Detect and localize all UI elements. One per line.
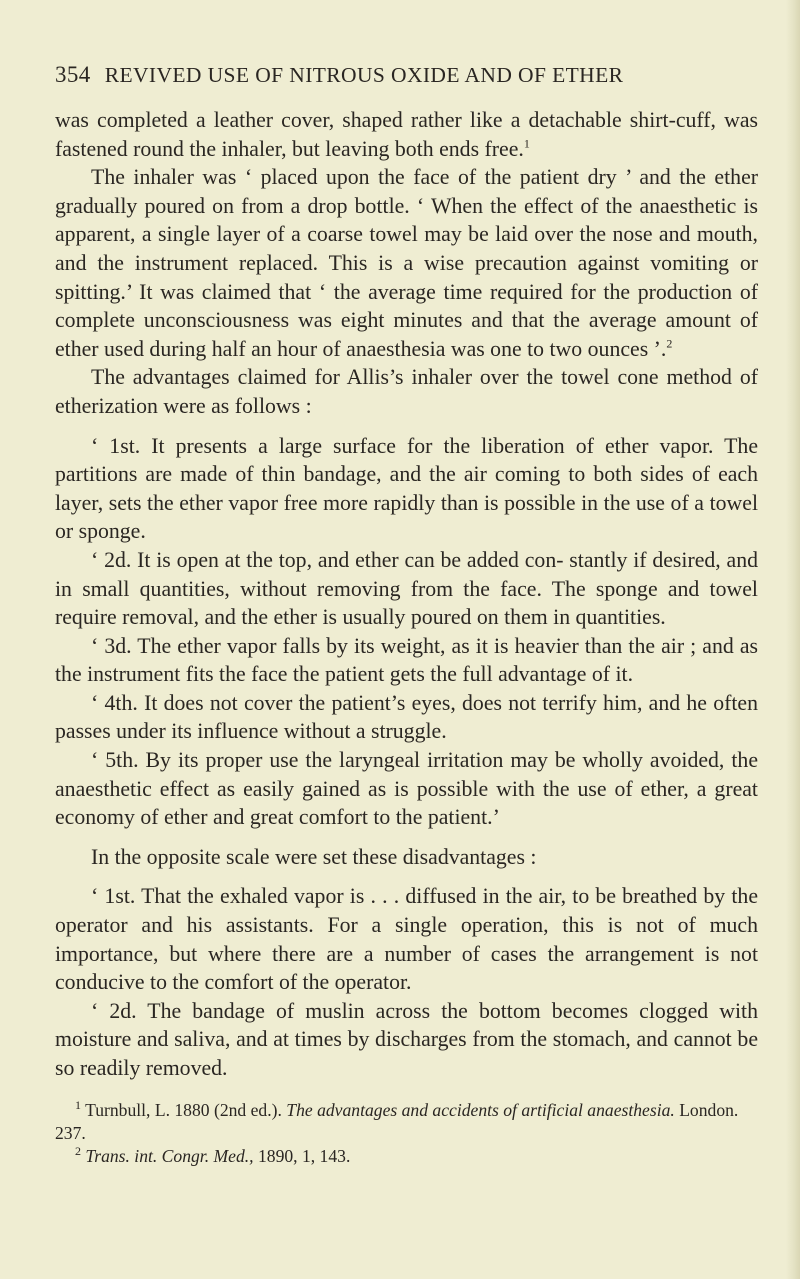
book-page: [55, 62, 758, 1168]
footnote-1: [55, 1099, 758, 1145]
page-number: 354: [55, 62, 91, 87]
paragraph-1-text: was completed a leather cover, shaped rather like a detachable shirt-cuff, was fastened round the inhaler, but leaving both ends free.: [55, 108, 758, 161]
paragraph-2-text: The inhaler was ‘ placed upon the face of the patient dry ’ and the ether gradually poured on from a drop bottle. ‘ When the effect of the anaesthetic is apparent, a single layer of a coarse towel may be laid over the nose and mouth, and the instrument replaced. This is a wise precaution against vomiting or spitting.’ It was claimed that ‘ the average time required for the production of complete unconsciousness was eight minutes and that the average amount of ether used during half an hour of anaesthesia was one to two ounces ’.: [55, 165, 758, 361]
footnote-ref-1: 1: [523, 136, 530, 151]
paragraph-6: ‘ 3d. The ether vapor falls by its weight, as it is heavier than the air ; and as the instrument fits the face the patient gets the full advantage of it.: [55, 633, 758, 687]
footnote-2-mark: 2: [75, 1143, 81, 1158]
running-header: [55, 62, 758, 106]
paragraph-1: [55, 106, 758, 163]
paragraph-3: The advantages claimed for Allis’s inhaler over the towel cone method of etherization were as follows :: [55, 365, 758, 418]
running-title: REVIVED USE OF NITROUS OXIDE AND OF ETHER: [104, 63, 624, 87]
paragraph-11: ‘ 2d. The bandage of muslin across the bottom becomes clogged with moisture and saliva, and at times by discharges from the stomach, and cannot be so readily removed.: [55, 998, 758, 1080]
footnotes: [55, 1099, 758, 1168]
footnote-1-mark: 1: [75, 1097, 81, 1112]
spacer: [55, 871, 758, 882]
spacer: [55, 421, 758, 432]
paragraph-4: ‘ 1st. It presents a large surface for the liberation of ether vapor. The partitions are made of thin bandage, and the air coming to both sides of each layer, sets the ether vapor free more rapidly than is possible in the use of a towel or sponge.: [55, 433, 758, 544]
paragraph-8: ‘ 5th. By its proper use the laryngeal irritation may be wholly avoided, the anaesthetic effect as easily gained as is possible with the use of ether, a great economy of ether and great comfort to the patient.’: [55, 748, 758, 830]
footnote-1-title: The advantages and accidents of artificial anaesthesia.: [286, 1099, 675, 1120]
footnote-ref-2: 2: [666, 336, 673, 351]
paragraph-10: ‘ 1st. That the exhaled vapor is . . . diffused in the air, to be breathed by the operator and his assistants. For a single operation, this is not of much importance, but where there are a number of cases the arrangement is not conducive to the comfort of the operator.: [55, 884, 758, 995]
paragraph-7: ‘ 4th. It does not cover the patient’s eyes, does not terrify him, and he often passes under its influence without a struggle.: [55, 690, 758, 744]
footnote-1-author: Turnbull, L. 1880 (2nd ed.).: [85, 1099, 282, 1120]
footnote-2-source: Trans. int. Congr. Med.,: [85, 1145, 254, 1166]
footnote-1-rest: London. 237.: [55, 1099, 739, 1143]
footnote-2: [55, 1145, 758, 1168]
spacer: [55, 832, 758, 843]
paragraph-9: In the opposite scale were set these disadvantages :: [91, 844, 537, 869]
paragraph-2: [55, 163, 758, 363]
footnote-2-rest: 1890, 1, 143.: [257, 1145, 351, 1166]
paragraph-5: ‘ 2d. It is open at the top, and ether can be added con- stantly if desired, and in small quantities, without removing from the face. The sponge and towel require removal, and the ether is usually poured on them in quantities.: [55, 547, 758, 630]
page-edge-shadow: [786, 0, 800, 1279]
